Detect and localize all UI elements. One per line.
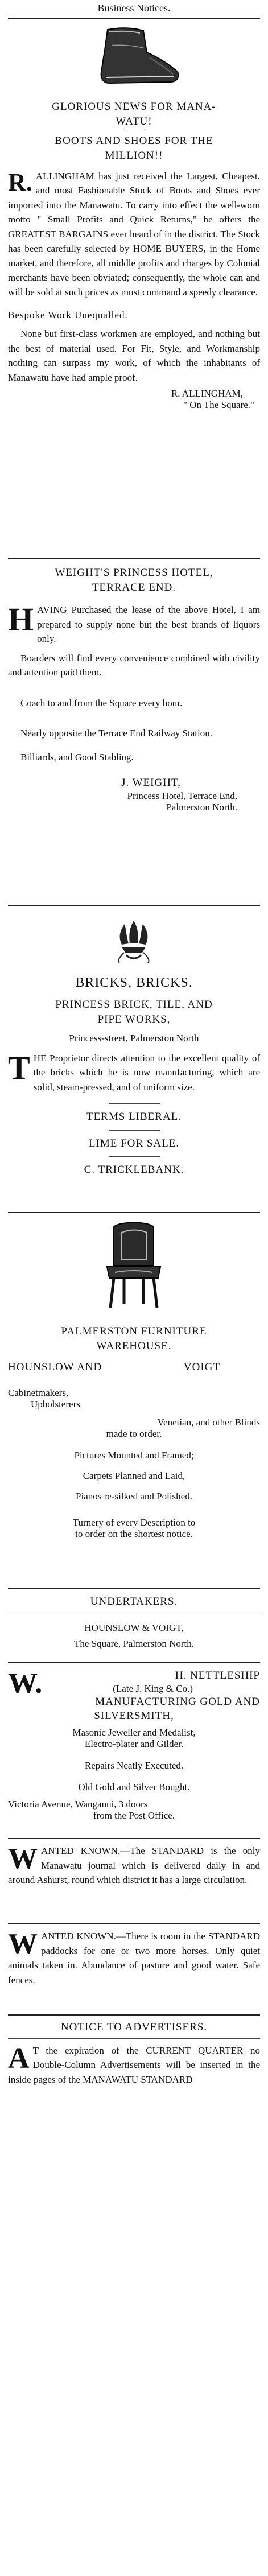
- wanted-2-top-rule: [8, 1923, 260, 1924]
- bricks-subtitle-2: PIPE WORKS,: [97, 1013, 171, 1026]
- feather-crest-icon: [8, 915, 260, 966]
- weight-body-2: Boarders will find every convenience combined with civility and attention paid them.: [8, 652, 260, 678]
- allingham-body-2: None but first-class workmen are employed, and nothing but the best of material used. For Fit, Style, and Workmanship nothing can surpass my work, of which the inhabitants of Manawatu have had ample proof.: [8, 328, 260, 383]
- weight-drop-cap: H: [8, 601, 34, 638]
- weight-line-billiards: Billiards, and Good Stabling.: [20, 751, 134, 763]
- nettleship-line-9: Victoria Avenue, Wanganui, 3 doors: [8, 1798, 148, 1810]
- nettleship-line-10: from the Post Office.: [93, 1810, 175, 1821]
- furniture-title-1: PALMERSTON FURNITURE: [61, 1325, 207, 1337]
- page-title: Business Notices.: [97, 2, 171, 14]
- furniture-line-carpets: Carpets Planned and Laid,: [83, 1470, 185, 1482]
- weight-body: AVING Purchased the lease of the above Hotel, I am prepared to supply none but the best brands of liquors only.: [37, 604, 260, 645]
- furniture-firm-left: HOUNSLOW AND: [8, 1361, 102, 1374]
- weight-sign-name: J. WEIGHT,: [121, 777, 181, 789]
- nettleship-advert: [8, 1662, 260, 1821]
- nettleship-line-6: Electro-plater and Gilder.: [84, 1738, 184, 1749]
- wanted-1-text: ANTED KNOWN.—The STANDARD is the only Manawatu journal which is delivered daily in and around Ashurst, round which district it has a large circulation.: [8, 1845, 260, 1885]
- wanted-1-drop-cap: W: [8, 1843, 38, 1875]
- allingham-headline-2: WATU!: [116, 115, 152, 127]
- allingham-subheading: Bespoke Work Unequalled.: [8, 310, 128, 321]
- nettleship-line-4: SILVERSMITH,: [94, 1710, 174, 1722]
- nettleship-drop-cap: W.: [8, 1667, 43, 1700]
- nettleship-line-5: Masonic Jeweller and Medalist,: [72, 1726, 196, 1738]
- nettleship-top-rule: [8, 1662, 260, 1663]
- bricks-sign: C. TRICKLEBANK.: [84, 1164, 184, 1176]
- furniture-trade-1: Cabinetmakers,: [8, 1387, 69, 1399]
- allingham-signature-place: " On The Square.": [183, 399, 254, 411]
- page-header: [8, 2, 260, 19]
- furniture-line-pianos: Pianos re-silked and Polished.: [76, 1491, 192, 1502]
- bricks-title: BRICKS, BRICKS.: [75, 975, 193, 990]
- notice-drop-cap: A: [8, 2042, 30, 2075]
- chair-illustration: [8, 1219, 260, 1316]
- furniture-top-rule: [8, 1212, 260, 1213]
- notice-divider: [8, 2038, 260, 2039]
- wanted-known-ashurst: [8, 1838, 260, 1887]
- weight-sign-line-1: Princess Hotel, Terrace End,: [127, 790, 237, 801]
- bricks-subtitle-1: PRINCESS BRICK, TILE, AND: [55, 999, 213, 1011]
- notice-text: T the expiration of the CURRENT QUARTER no Double-Column Advertisements will be inserted in the inside pages of the MANAWATU STANDARD: [8, 2045, 260, 2085]
- bricks-lime: LIME FOR SALE.: [88, 1137, 180, 1149]
- undertakers-advert: [8, 1588, 260, 1650]
- bricks-body: HE Proprietor directs attention to the excellent quality of the bricks which he is now manufacturing, which are solid, steam-pressed, and of uniform size.: [33, 1052, 260, 1093]
- undertakers-title: UNDERTAKERS.: [90, 1596, 178, 1608]
- nettleship-line-2: (Late J. King & Co.): [113, 1683, 193, 1694]
- wanted-1-top-rule: [8, 1838, 260, 1839]
- nettleship-line-7: Repairs Neatly Executed.: [84, 1759, 184, 1771]
- bricks-advert: [8, 905, 260, 1177]
- furniture-trade-2: Upholsterers: [31, 1399, 80, 1410]
- furniture-line-pictures: Pictures Mounted and Framed;: [74, 1450, 194, 1461]
- allingham-headline-3: BOOTS AND SHOES FOR THE: [55, 135, 213, 147]
- allingham-body: ALLINGHAM has just received the Largest, Cheapest, and most Fashionable Stock of Boots and Shoes ever imported into the Manawatu. To carry into effect the well-worn motto " Small Profits and Quick Returns," he offers the GREATEST BARGAINS ever heard of in the district. The Stock has been carefully selected by HOME BUYERS, in the Home market, and therefore, all middle profits and charges by Colonial merchants have been obviated; consequently, the whole can and will be sold at such prices as must command a speedy clearance.: [8, 170, 260, 298]
- undertakers-top-rule: [8, 1588, 260, 1589]
- bricks-divider-1: [109, 1103, 160, 1104]
- notice-top-rule: [8, 2014, 260, 2016]
- weight-sign-line-2: Palmerston North.: [166, 801, 237, 813]
- weight-line-coach: Coach to and from the Square every hour.: [20, 697, 183, 708]
- nettleship-line-3: MANUFACTURING GOLD AND: [95, 1695, 260, 1708]
- allingham-headline-4: MILLION!!: [105, 149, 163, 162]
- undertakers-address: The Square, Palmerston North.: [73, 1638, 195, 1649]
- bricks-address: Princess-street, Palmerston North: [69, 1032, 199, 1044]
- undertakers-firm: HOUNSLOW & VOIGT,: [84, 1622, 184, 1633]
- weight-top-rule: [8, 558, 260, 559]
- weight-title-2: TERRACE END.: [92, 581, 176, 593]
- furniture-firm-right: VOIGT: [183, 1361, 220, 1374]
- furniture-line-blinds-2: made to order.: [106, 1428, 162, 1440]
- boot-illustration: [8, 23, 260, 91]
- allingham-advert: [8, 23, 260, 411]
- bricks-terms: TERMS LIBERAL.: [86, 1111, 182, 1123]
- furniture-line-blinds-1: Venetian, and other Blinds: [157, 1417, 260, 1428]
- allingham-headline-1: GLORIOUS NEWS FOR MANA-: [52, 101, 216, 113]
- bricks-divider-3: [109, 1156, 160, 1157]
- furniture-advert: [8, 1212, 260, 1540]
- notice-title: NOTICE TO ADVERTISERS.: [60, 2021, 208, 2033]
- furniture-line-turnery-1: Turnery of every Description to: [72, 1517, 196, 1528]
- allingham-signature-name: R. ALLINGHAM,: [171, 388, 243, 399]
- notice-to-advertisers: [8, 2014, 260, 2087]
- wanted-known-paddocks: [8, 1923, 260, 1987]
- nettleship-line-1: H. NETTLESHIP: [175, 1670, 260, 1681]
- weight-line-railway: Nearly opposite the Terrace End Railway Station.: [20, 728, 212, 739]
- header-rule: [8, 18, 260, 19]
- allingham-drop-cap: R.: [8, 168, 32, 196]
- wanted-2-drop-cap: W: [8, 1928, 38, 1960]
- bricks-top-rule: [8, 905, 260, 906]
- bricks-drop-cap: T: [8, 1049, 30, 1086]
- weight-hotel-advert: [8, 558, 260, 813]
- wanted-2-text: ANTED KNOWN.—There is room in the STANDARD paddocks for one or two more horses. Only quiet animals taken in. Abundance of pasture and good water. Safe fences.: [8, 1931, 260, 1985]
- furniture-title-2: WAREHOUSE.: [96, 1339, 172, 1352]
- weight-title-1: WEIGHT'S PRINCESS HOTEL,: [55, 567, 213, 579]
- bricks-divider-2: [109, 1130, 160, 1131]
- nettleship-line-8: Old Gold and Silver Bought.: [78, 1781, 190, 1792]
- furniture-line-turnery-2: to order on the shortest notice.: [75, 1528, 193, 1540]
